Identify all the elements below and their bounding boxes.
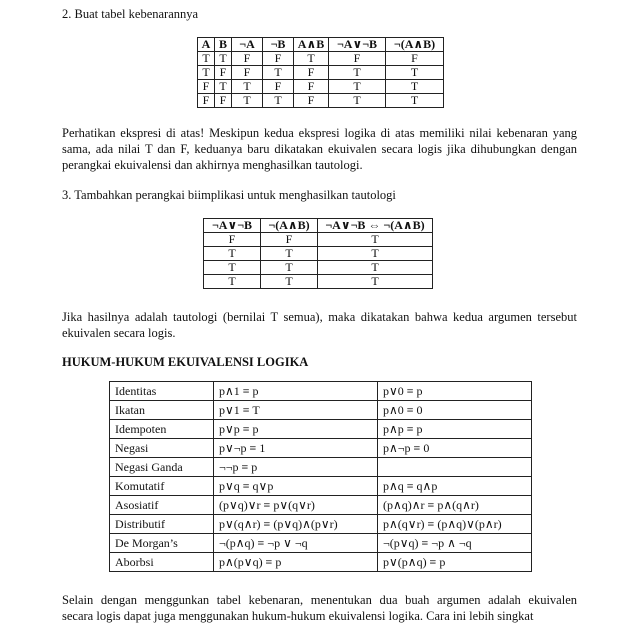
truth-cell: F xyxy=(294,66,329,80)
law-formula-2: p∧q ≡ q∧p xyxy=(378,477,532,496)
truth-cell: F xyxy=(198,80,215,94)
law-formula-1: p∨(q∧r) ≡ (p∨q)∧(p∨r) xyxy=(214,515,378,534)
truth-table-1-header-row xyxy=(198,38,444,52)
law-formula-1: ¬(p∧q) ≡ ¬p ∨ ¬q xyxy=(214,534,378,553)
truth-table-2-header-row xyxy=(204,219,433,233)
truth-table-1-header: B xyxy=(215,38,232,52)
law-formula-2: (p∧q)∧r ≡ p∧(q∧r) xyxy=(378,496,532,515)
truth-table-1-row xyxy=(198,80,444,94)
laws-row xyxy=(110,382,532,401)
truth-table-2-row xyxy=(204,247,433,261)
laws-row xyxy=(110,515,532,534)
closing-paragraph xyxy=(62,592,577,624)
law-name: Idempoten xyxy=(110,420,214,439)
section-2-heading: 2. Buat tabel kebenarannya xyxy=(62,7,199,21)
law-name: Negasi xyxy=(110,439,214,458)
truth-table-1 xyxy=(197,37,444,108)
truth-cell: T xyxy=(261,261,318,275)
laws-row xyxy=(110,477,532,496)
truth-table-1-header: A∧B xyxy=(294,38,329,52)
truth-cell: F xyxy=(215,94,232,108)
laws-row xyxy=(110,534,532,553)
truth-cell: T xyxy=(318,261,433,275)
truth-cell: F xyxy=(329,52,386,66)
paragraph-line: secara logis dapat juga menggunakan hukum-hukum ekuivalensi logika. Cara ini lebih singkat xyxy=(62,609,534,623)
section-3-paragraph xyxy=(62,309,577,341)
law-formula-1: p∨p ≡ p xyxy=(214,420,378,439)
law-name: Ikatan xyxy=(110,401,214,420)
truth-cell: F xyxy=(198,94,215,108)
truth-table-1-row xyxy=(198,66,444,80)
truth-table-2 xyxy=(203,218,433,289)
laws-row xyxy=(110,553,532,572)
paragraph-line: perangkai ekuivalensi dan akhirnya menghasilkan tautologi. xyxy=(62,158,363,172)
laws-row xyxy=(110,458,532,477)
law-name: Asosiatif xyxy=(110,496,214,515)
truth-cell: F xyxy=(386,52,444,66)
paragraph-line: Selain dengan menggunkan tabel kebenaran, menentukan dua buah argumen adalah ekuivalen xyxy=(62,593,577,607)
truth-cell: T xyxy=(204,275,261,289)
truth-cell: T xyxy=(329,80,386,94)
law-name: Negasi Ganda xyxy=(110,458,214,477)
truth-cell: F xyxy=(263,80,294,94)
law-formula-2: p∧p ≡ p xyxy=(378,420,532,439)
truth-table-2-row xyxy=(204,275,433,289)
section-3-heading: 3. Tambahkan perangkai biimplikasi untuk menghasilkan tautologi xyxy=(62,188,396,202)
law-formula-1: p∨1 ≡ T xyxy=(214,401,378,420)
truth-table-1-header: A xyxy=(198,38,215,52)
law-formula-2: p∨(p∧q) ≡ p xyxy=(378,553,532,572)
truth-cell: T xyxy=(261,247,318,261)
truth-cell: T xyxy=(232,94,263,108)
truth-cell: T xyxy=(263,66,294,80)
truth-cell: T xyxy=(329,94,386,108)
paragraph-line: ekuivalen secara logis. xyxy=(62,326,176,340)
law-formula-1: p∨¬p ≡ 1 xyxy=(214,439,378,458)
truth-table-2-row xyxy=(204,261,433,275)
paragraph-line: Perhatikan ekspresi di atas! Meskipun kedua ekspresi logika di atas memiliki nilai kebenaran yang xyxy=(62,126,577,140)
law-formula-2: p∧¬p ≡ 0 xyxy=(378,439,532,458)
paragraph-line: Jika hasilnya adalah tautologi (bernilai T semua), maka dikatakan bahwa kedua argumen tersebut xyxy=(62,310,577,324)
truth-table-2-row xyxy=(204,233,433,247)
law-formula-1: p∧1 ≡ p xyxy=(214,382,378,401)
law-formula-2: p∧(q∨r) ≡ (p∧q)∨(p∧r) xyxy=(378,515,532,534)
truth-cell: T xyxy=(204,261,261,275)
law-formula-2 xyxy=(378,458,532,477)
laws-heading: HUKUM-HUKUM EKUIVALENSI LOGIKA xyxy=(62,355,309,369)
truth-table-1-header: ¬B xyxy=(263,38,294,52)
law-name: Identitas xyxy=(110,382,214,401)
paragraph-line: sama, ada nilai T dan F, keduanya baru dikatakan ekuivalen secara logis jika dihubungkan dengan xyxy=(62,142,577,156)
law-formula-2: p∧0 ≡ 0 xyxy=(378,401,532,420)
truth-table-1-header: ¬A∨¬B xyxy=(329,38,386,52)
law-name: De Morgan’s xyxy=(110,534,214,553)
truth-table-1-row xyxy=(198,94,444,108)
truth-cell: F xyxy=(204,233,261,247)
law-formula-1: p∨q ≡ q∨p xyxy=(214,477,378,496)
truth-table-1-row xyxy=(198,52,444,66)
truth-cell: T xyxy=(204,247,261,261)
truth-cell: F xyxy=(294,80,329,94)
truth-cell: T xyxy=(198,52,215,66)
truth-cell: T xyxy=(386,94,444,108)
truth-cell: F xyxy=(263,52,294,66)
truth-cell: F xyxy=(261,233,318,247)
law-name: Aborbsi xyxy=(110,553,214,572)
truth-cell: T xyxy=(294,52,329,66)
section-2-paragraph xyxy=(62,125,577,173)
truth-cell: F xyxy=(232,52,263,66)
law-name: Komutatif xyxy=(110,477,214,496)
truth-cell: T xyxy=(386,66,444,80)
truth-cell: T xyxy=(386,80,444,94)
truth-table-2-header: ¬A∨¬B xyxy=(204,219,261,233)
truth-cell: T xyxy=(215,52,232,66)
law-name: Distributif xyxy=(110,515,214,534)
truth-cell: T xyxy=(232,80,263,94)
laws-row xyxy=(110,496,532,515)
laws-table xyxy=(109,381,532,572)
truth-cell: T xyxy=(329,66,386,80)
truth-cell: T xyxy=(198,66,215,80)
truth-table-1-header: ¬(A∧B) xyxy=(386,38,444,52)
truth-table-2-header: ¬(A∧B) xyxy=(261,219,318,233)
laws-row xyxy=(110,420,532,439)
truth-cell: T xyxy=(263,94,294,108)
law-formula-1: ¬¬p ≡ p xyxy=(214,458,378,477)
truth-table-2-header: ¬A∨¬B ⇔ ¬(A∧B) xyxy=(318,219,433,233)
law-formula-1: p∧(p∨q) ≡ p xyxy=(214,553,378,572)
laws-row xyxy=(110,439,532,458)
law-formula-2: p∨0 ≡ p xyxy=(378,382,532,401)
truth-cell: T xyxy=(215,80,232,94)
laws-row xyxy=(110,401,532,420)
truth-cell: T xyxy=(318,275,433,289)
truth-cell: T xyxy=(261,275,318,289)
truth-cell: F xyxy=(215,66,232,80)
truth-cell: T xyxy=(318,247,433,261)
truth-cell: F xyxy=(232,66,263,80)
law-formula-1: (p∨q)∨r ≡ p∨(q∨r) xyxy=(214,496,378,515)
truth-cell: F xyxy=(294,94,329,108)
truth-table-1-header: ¬A xyxy=(232,38,263,52)
law-formula-2: ¬(p∨q) ≡ ¬p ∧ ¬q xyxy=(378,534,532,553)
truth-cell: T xyxy=(318,233,433,247)
